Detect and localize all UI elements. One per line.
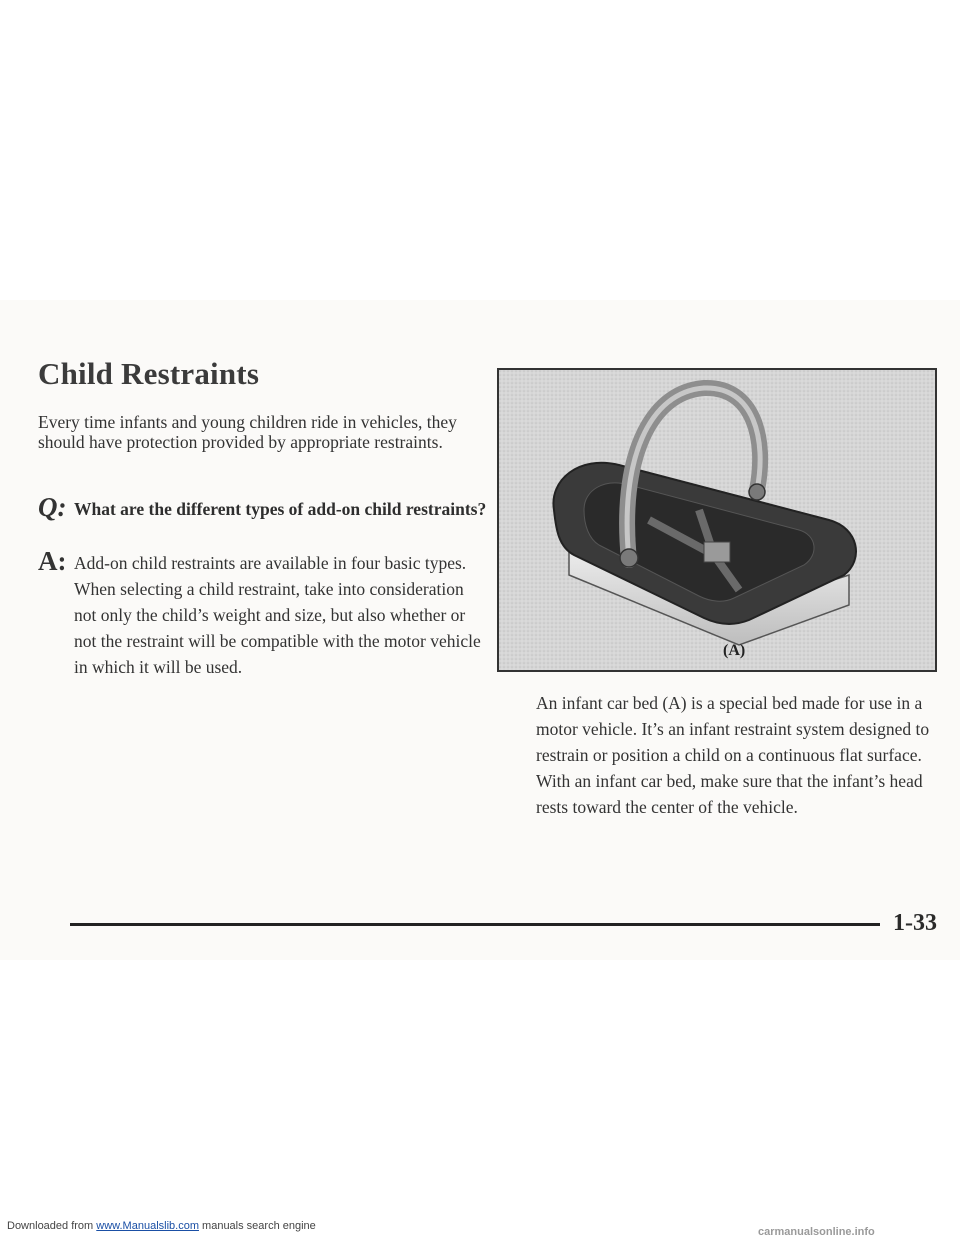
download-banner [7, 1220, 316, 1232]
figure-caption: An infant car bed (A) is a special bed made for use in a motor vehicle. It’s an infant restraint system designed to restrain or position a child on a continuous flat surface. With an infant car bed, make sure that the infant’s head rests toward the center of the vehicle. [536, 693, 930, 817]
question-text: What are the different types of add-on child restraints? [74, 499, 487, 519]
answer-text: Add-on child restraints are available in four basic types. When selecting a child restraint, take into consideration not only the child’s weight and size, but also whether or not the restraint will be compatible with the motor vehicle in which it will be used. [74, 553, 481, 677]
footer-rule [70, 923, 880, 926]
intro-paragraph: Every time infants and young children ride in vehicles, they should have protection provided by appropriate restraints. [38, 412, 457, 452]
infant-car-bed-figure [497, 368, 937, 672]
question-block [38, 492, 488, 522]
banner-suffix: manuals search engine [198, 1220, 316, 1232]
question-marker: Q: [38, 492, 67, 522]
page-title: Child Restraints [38, 356, 260, 391]
page-number: 1-33 [893, 910, 937, 936]
banner-prefix: Downloaded from [7, 1220, 97, 1232]
figure-label: (A) [723, 642, 746, 659]
answer-block [38, 546, 488, 680]
answer-marker: A: [38, 546, 67, 576]
manualslib-link[interactable]: www.Manualslib.com [96, 1220, 199, 1232]
watermark: carmanualsonline.info [758, 1226, 875, 1238]
infant-car-bed-illustration [499, 370, 935, 670]
